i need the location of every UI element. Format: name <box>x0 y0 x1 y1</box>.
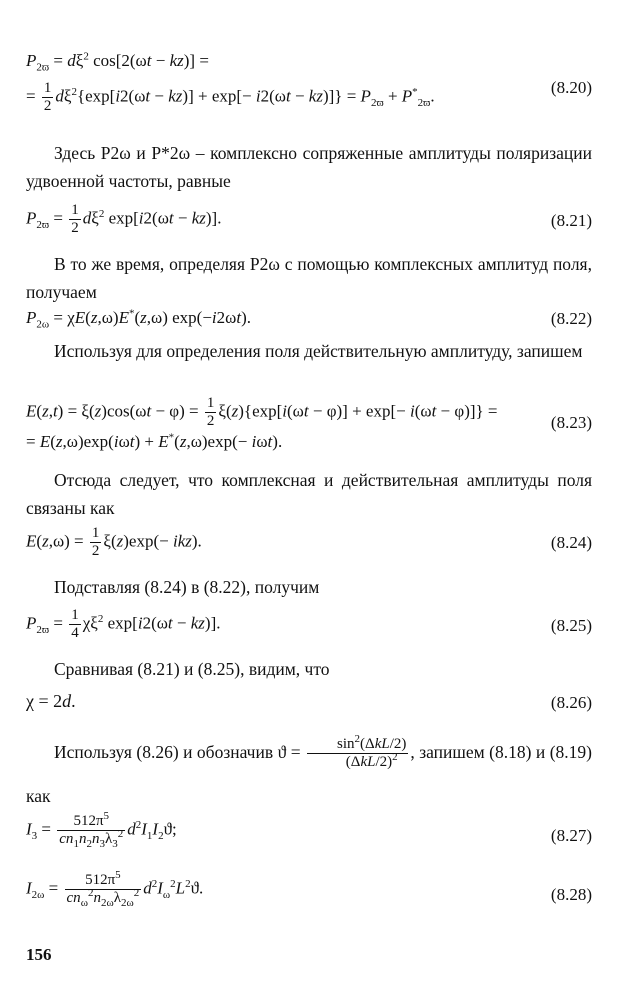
equation-8-22: $P_{2\omega} = \chi E(z,\omega)E^*(z,\omega)$ exp(−i2ωt). <box>26 307 252 331</box>
paragraph: Сравнивая (8.21) и (8.25), видим, что <box>54 659 330 679</box>
equation-number: (8.21) <box>550 211 592 230</box>
equation-8-26: χ = 2d. <box>26 691 76 711</box>
equation-number: (8.28) <box>550 885 592 904</box>
equation-8-28: $I_{2\omega}$ = $\frac{512\pi^5}{cn_\omega^2n_{2\omega}\lambda_{2\omega}^2}$ $d^2I_\omega^2L^2ϑ$. <box>26 869 204 909</box>
paragraph-with-definition: Используя (8.26) и обозначив ϑ = $\frac{\sin^2(\Delta kL/2)}{(\Delta kL/2)^2}$ , запишем (8.18) и (8.19) как <box>26 733 592 806</box>
equation-8-25: $P_{2ϖ}$ = $\frac{1}{4}$ $\chi\xi^2$ exp[i2(ωt − kz)]. <box>26 607 221 641</box>
equation-number: (8.20) <box>550 78 592 97</box>
equation-number: (8.27) <box>550 826 592 845</box>
equation-number: (8.23) <box>550 413 592 432</box>
equation-8-23-line1: E(z,t) = ξ(z)cos(ωt − φ) = $\frac{1}{2}$ ξ(z){exp[i(ωt − φ)] + exp[− i(ωt − φ)]} = <box>26 395 498 429</box>
paragraph: Отсюда следует, что комплексная и действительная амплитуды поля связаны как <box>26 470 592 518</box>
equation-number: (8.26) <box>550 693 592 712</box>
equation-number: (8.25) <box>550 616 592 635</box>
paragraph: Подставляя (8.24) в (8.22), получим <box>54 577 320 597</box>
paragraph-text: , запишем (8.18) и (8.19) как <box>26 742 592 806</box>
equation-8-27: $I_3$ = $\frac{512\pi^5}{cn_1n_2n_3\lambda_3^2}$ $d^2I_1I_2ϑ$; <box>26 810 177 850</box>
paragraph: Здесь P2ω и P*2ω – комплексно сопряженные амплитуды поляризации удвоенной частоты, равные <box>26 143 592 191</box>
equation-8-21: $P_{2ϖ}$ = $\frac{1}{2}$ $d\xi^2$ exp[i2(ωt − kz)]. <box>26 202 222 236</box>
equation-number: (8.24) <box>550 533 592 552</box>
page-number: 156 <box>26 945 52 964</box>
equation-8-20-line2: = $\frac{1}{2}$ $d\xi^2\{\exp[i2(\omega t - kz)] + \exp[- i2(\omega t - kz)]\} = P_{2ϖ} + P^*_{2ϖ}$. <box>26 80 435 114</box>
equation-8-20-line1: $P_{2ϖ} = d\xi^2$ cos[2(ωt − kz)] = <box>26 50 209 74</box>
equation-number: (8.22) <box>550 309 592 328</box>
paragraph: В то же время, определяя P2ω с помощью комплексных амплитуд поля, получаем <box>26 254 592 302</box>
equation-8-24: E(z,ω) = $\frac{1}{2}$ ξ(z)exp(− ikz). <box>26 525 202 559</box>
paragraph: Используя для определения поля действительную амплитуду, запишем <box>54 341 583 361</box>
paragraph-text: Используя (8.26) и обозначив <box>54 742 274 762</box>
equation-8-23-line2: = E(z,ω)exp(iωt) + E*(z,ω)exp(− iωt). <box>26 431 283 451</box>
